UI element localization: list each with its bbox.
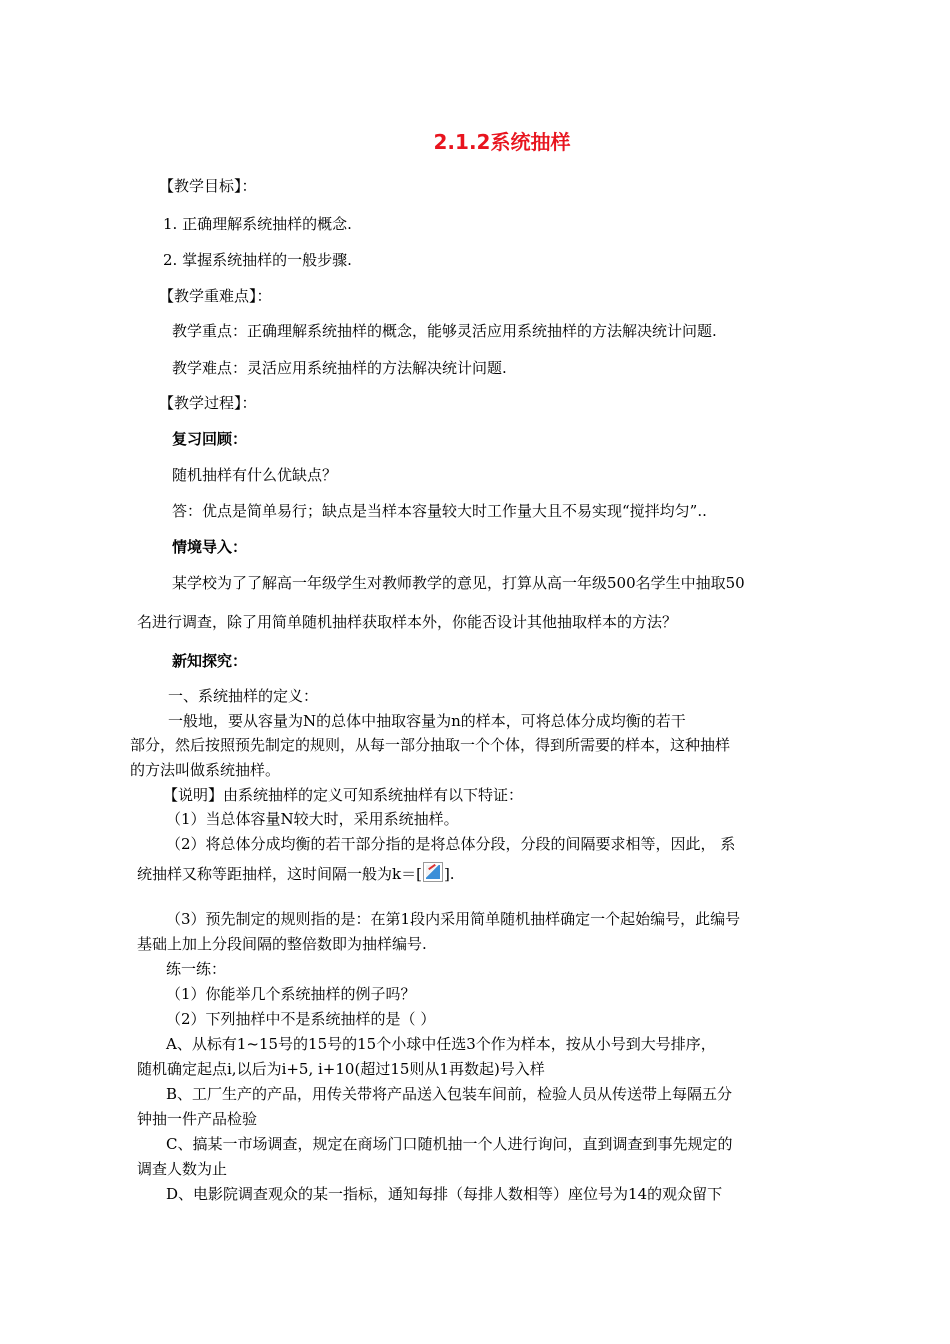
- definition-heading: 一、系统抽样的定义：: [168, 687, 319, 705]
- option-b-line-2: 钟抽一件产品检验: [137, 1110, 258, 1128]
- practice-2: （2）下列抽样中不是系统抽样的是（ ）: [166, 1010, 436, 1028]
- practice-1: （1）你能举几个系统抽样的例子吗？: [166, 985, 416, 1003]
- scenario-line-1: 某学校为了了解高一年级学生对教师教学的意见，打算从高一年级500名学生中抽取50: [172, 574, 745, 592]
- option-b-line-1: B、工厂生产的产品，用传关带将产品送入包装车间前，检验人员从传送带上每隔五分: [166, 1085, 733, 1103]
- option-c-line-1: C、搞某一市场调查，规定在商场门口随机抽一个人进行询问，直到调查到事先规定的: [166, 1135, 733, 1153]
- broken-image-icon: [423, 862, 443, 882]
- teaching-difficulty: 教学难点：灵活应用系统抽样的方法解决统计问题.: [172, 359, 507, 377]
- process-heading: 【教学过程】：: [159, 394, 257, 412]
- option-a-line-2: 随机确定起点i,以后为i+5, i+10(超过15则从1再数起)号入样: [137, 1060, 545, 1078]
- definition-line-1: 一般地，要从容量为N的总体中抽取容量为n的样本，可将总体分成均衡的若干: [168, 712, 686, 730]
- explore-heading: 新知探究：: [172, 652, 248, 670]
- scenario-heading: 情境导入：: [172, 538, 248, 556]
- definition-line-2: 部分，然后按照预先制定的规则，从每一部分抽取一个个体，得到所需要的样本，这种抽样: [130, 736, 731, 754]
- note-3-line-1: （3）预先制定的规则指的是：在第1段内采用简单随机抽样确定一个起始编号，此编号: [166, 910, 741, 928]
- key-points-heading: 【教学重难点】：: [159, 287, 272, 305]
- definition-line-3: 的方法叫做系统抽样。: [130, 761, 281, 779]
- note-1: （1）当总体容量N较大时，采用系统抽样。: [166, 810, 459, 828]
- teaching-focus: 教学重点：正确理解系统抽样的概念，能够灵活应用系统抽样的方法解决统计问题.: [172, 322, 717, 340]
- objective-item-2: 2. 掌握系统抽样的一般步骤.: [163, 251, 352, 269]
- note-2-line-2-end: ].: [443, 865, 455, 883]
- page-title: 2.1.2系统抽样: [433, 130, 571, 154]
- option-a-line-1: A、从标有1~15号的15号的15个小球中任选3个作为样本，按从小号到大号排序，: [166, 1035, 716, 1053]
- review-heading: 复习回顾：: [172, 430, 248, 448]
- option-d-line-1: D、电影院调查观众的某一指标，通知每排（每排人数相等）座位号为14的观众留下: [166, 1185, 723, 1203]
- note-2-line-2: [137, 862, 455, 884]
- review-answer: 答：优点是简单易行；缺点是当样本容量较大时工作量大且不易实现“搅拌均匀”..: [172, 502, 707, 520]
- objectives-heading: 【教学目标】：: [159, 177, 257, 195]
- note-heading: 【说明】由系统抽样的定义可知系统抽样有以下特证：: [163, 786, 524, 804]
- review-question: 随机抽样有什么优缺点？: [172, 466, 338, 484]
- practice-heading: 练一练：: [166, 960, 227, 978]
- note-2-line-1: （2）将总体分成均衡的若干部分指的是将总体分段，分段的间隔要求相等，因此， 系: [166, 835, 736, 853]
- note-2-line-2-text: 统抽样又称等距抽样，这时间隔一般为k＝[: [137, 865, 422, 883]
- option-c-line-2: 调查人数为止: [137, 1160, 228, 1178]
- scenario-line-2: 名进行调查，除了用简单随机抽样获取样本外，你能否设计其他抽取样本的方法？: [137, 613, 678, 631]
- note-3-line-2: 基础上加上分段间隔的整倍数即为抽样编号.: [137, 935, 427, 953]
- objective-item-1: 1. 正确理解系统抽样的概念.: [163, 215, 352, 233]
